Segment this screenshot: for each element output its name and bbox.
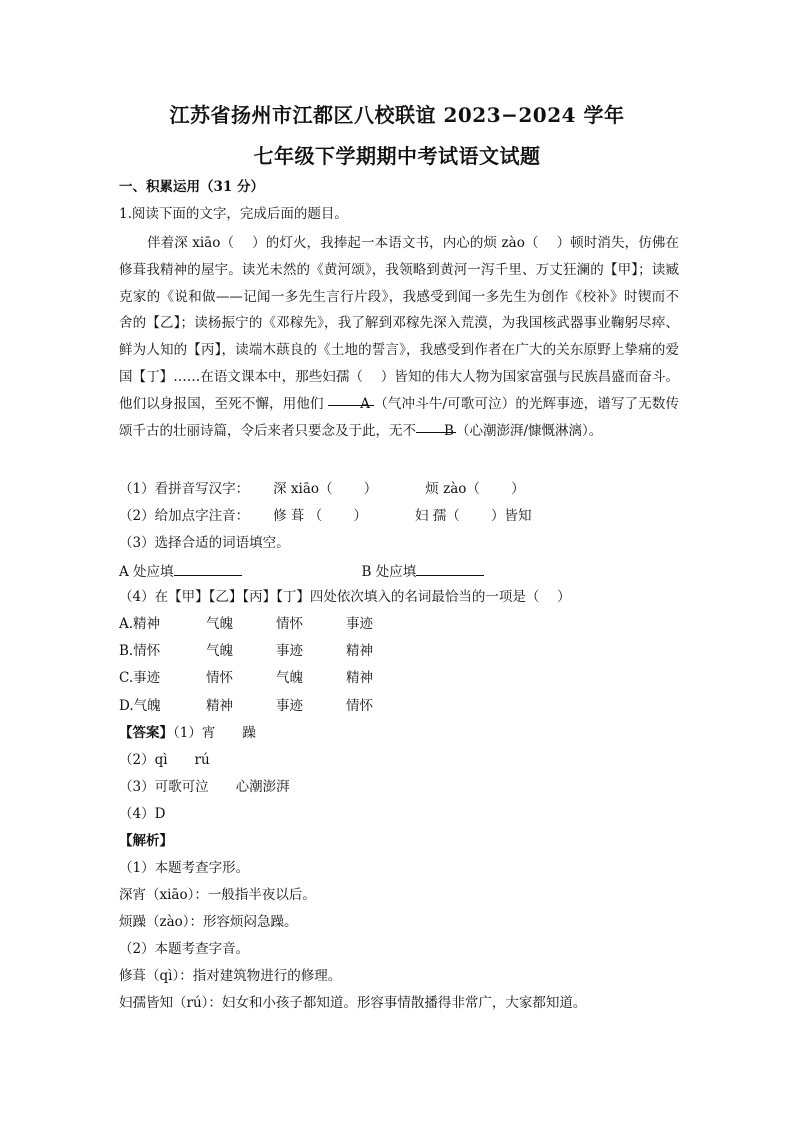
analysis-line: （2）本题考查字音。 — [119, 941, 250, 957]
text-span: （1）看拼音写汉字： — [119, 481, 250, 497]
passage-text: 伴着深 xiāo（ ）的灯火，我捧起一本语文书，内心的烦 zào（ ）顿时消失，仿佛在修葺我精神的屋宇。读光未然的《黄河颂》，我领略到黄河一泻千里、万丈狂澜的【甲】；读臧克家的《说和做——记闻一多先生言行片段》，我感受到闻一多先生为创作《校补》时锲而不舍的【乙】；读杨振宁的《邓稼先》，我了解到邓稼先深入荒漠，为我国核武器事业鞠躬尽瘁、鲜为人知的【丙】，读端木蕻良的《土地的誓言》，我感受到作者在广大的关东原野上挚痛的爱国【丁】……在语文课本中，那些妇孺（ ）皆知的伟大人物为国家富强与民族昌盛而奋斗。他们以身报国，至死不懈，用他们 — [119, 235, 679, 412]
option-cell: 精神 — [206, 698, 233, 714]
question-intro: 1.阅读下面的文字，完成后面的题目。 — [119, 206, 348, 222]
option-cell: 情怀 — [206, 670, 233, 686]
text-span: 【答案】 — [119, 725, 173, 741]
sub-question-3: （3）选择合适的词语填空。 — [119, 535, 290, 551]
blank-b — [416, 418, 456, 439]
option-row — [119, 615, 373, 633]
answer-line-1 — [119, 724, 256, 742]
analysis-line: 烦躁（zào）：形容烦闷急躁。 — [119, 914, 298, 930]
text-span: A 处应填 — [119, 564, 174, 580]
option-row — [119, 642, 373, 660]
option-row — [119, 669, 373, 687]
blank-b-options: （心潮澎湃/慷慨淋漓）。 — [456, 422, 603, 439]
option-cell: 事迹 — [346, 616, 373, 632]
analysis-label: 【解析】 — [119, 833, 173, 849]
passage — [119, 230, 679, 444]
analysis-line: 妇孺皆知（rú）：妇女和小孩子都知道。形容事情散播得非常广，大家都知道。 — [119, 995, 587, 1011]
sub-question-4: （4）在【甲】【乙】【丙】【丁】四处依次填入的名词最恰当的一项是（ ） — [119, 589, 571, 605]
sub-question-2 — [119, 507, 532, 525]
option-cell: B.情怀 — [119, 643, 161, 659]
text-span: （1）宵 躁 — [173, 725, 256, 741]
option-row — [119, 697, 373, 715]
option-cell: 气魄 — [206, 643, 233, 659]
option-cell: 精神 — [346, 643, 373, 659]
title-line-2: 七年级下学期期中考试语文试题 — [253, 144, 541, 168]
option-cell: 事迹 — [276, 698, 303, 714]
answer-line-4: （4）D — [119, 806, 166, 822]
option-cell: 气魄 — [206, 616, 233, 632]
option-cell: D.气魄 — [119, 698, 161, 714]
text-span: 深 xiāo（ ） — [273, 481, 378, 497]
text-span: 妇 孺（ ）皆知 — [414, 508, 532, 524]
analysis-line: 修葺（qì）：指对建筑物进行的修理。 — [119, 968, 342, 984]
option-cell: 气魄 — [276, 670, 303, 686]
option-cell: C.事迹 — [119, 670, 161, 686]
text-span: 烦 zào（ ） — [425, 481, 525, 497]
blank-a — [328, 391, 374, 412]
section-heading: 一、积累运用（31 分） — [119, 179, 264, 195]
analysis-line: 深宵（xiāo）：一般指半夜以后。 — [119, 887, 316, 903]
title-line-1: 江苏省扬州市江都区八校联谊 2023−2024 学年 — [169, 103, 625, 127]
option-cell: A.精神 — [119, 616, 161, 632]
text-span: B — [444, 422, 454, 439]
text-span: A — [360, 395, 370, 412]
option-cell: 情怀 — [276, 616, 303, 632]
sub-question-1 — [119, 480, 525, 498]
answer-blank-b — [416, 561, 484, 576]
text-span: B 处应填 — [361, 564, 417, 580]
blank-a-options: （气冲斗牛/可歌可泣）的光辉事迹，谱写了无数传颂千古的壮丽诗篇，令后来者只要念及于此，无不 — [119, 395, 679, 439]
answer-blank-a — [174, 561, 242, 576]
fill-blanks-row — [119, 561, 484, 581]
answer-line-2: （2）qì rú — [119, 752, 210, 768]
answer-line-3: （3）可歌可泣 心潮澎湃 — [119, 779, 290, 795]
analysis-line: （1）本题考查字形。 — [119, 860, 250, 876]
option-cell: 情怀 — [346, 698, 373, 714]
option-cell: 精神 — [346, 670, 373, 686]
text-span: （2）给加点字注音： — [119, 508, 250, 524]
text-span: 修 葺 （ ） — [273, 508, 367, 524]
option-cell: 事迹 — [276, 643, 303, 659]
